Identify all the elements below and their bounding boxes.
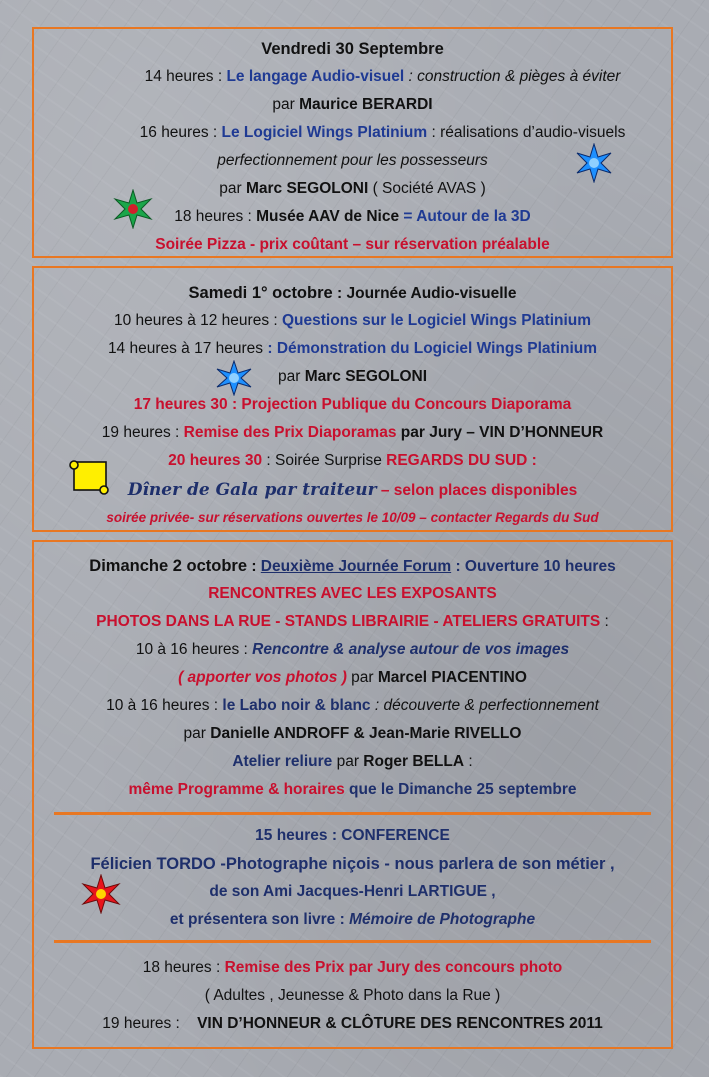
sunday-section [32,540,673,1049]
saturday-title: Samedi 1° octobre : Journée Audio-visuelle [188,284,517,302]
conference-line-2: de son Ami Jacques-Henri LARTIGUE , [209,883,496,900]
sunday-line-6: par Danielle ANDROFF & Jean-Marie RIVELLO [183,725,522,742]
saturday-line-6: 20 heures 30 : Soirée Surprise REGARDS DU SUD : [168,452,537,469]
section-divider [54,940,651,943]
sunday-line-1: RENCONTRES AVEC LES EXPOSANTS [208,585,497,602]
blue-star-icon [574,143,614,183]
sunday-line-4: ( apporter vos photos ) par Marcel PIACENTINO [178,669,527,686]
friday-line-7: Soirée Pizza - prix coûtant – sur réservation préalable [155,236,550,253]
sunday-line-3: 10 à 16 heures : Rencontre & analyse autour de vos images [135,641,570,658]
friday-section [32,27,673,258]
closing-line-1: 18 heures : Remise des Prix par Jury des concours photo [142,959,563,976]
conference-title: 15 heures : CONFERENCE [255,827,450,844]
closing-line-3: 19 heures : VIN D’HONNEUR & CLÔTURE DES RENCONTRES 2011 [102,1015,603,1032]
sunday-line-5: 10 à 16 heures : le Labo noir & blanc : découverte & perfectionnement [106,697,599,714]
friday-title: Vendredi 30 Septembre [261,40,444,58]
sunday-line-8: même Programme & horaires que le Dimanche 25 septembre [128,781,577,798]
sunday-line-2: PHOTOS DANS LA RUE - STANDS LIBRAIRIE - ATELIERS GRATUITS : [96,613,609,630]
scroll-icon [68,458,110,496]
friday-line-5: par Marc SEGOLONI ( Société AVAS ) [219,180,486,197]
friday-line-6: 18 heures : Musée AAV de Nice = Autour de la 3D [174,208,531,225]
friday-line-2: par Maurice BERARDI [272,96,433,113]
sunday-line-7: Atelier reliure par Roger BELLA : [232,753,473,770]
saturday-line-8: soirée privée- sur réservations ouvertes le 10/09 – contacter Regards du Sud [106,510,599,525]
saturday-line-7: Dîner de Gala par traiteur – selon places disponibles [127,480,578,500]
sunday-title: Dimanche 2 octobre : Deuxième Journée Forum : Ouverture 10 heures [89,557,616,575]
saturday-line-4: 17 heures 30 : Projection Publique du Concours Diaporama [133,396,572,413]
saturday-line-5: 19 heures : Remise des Prix Diaporamas par Jury – VIN D’HONNEUR [101,424,604,441]
conference-line-1: Félicien TORDO -Photographe niçois - nous parlera de son métier , [90,855,615,873]
red-star-icon [80,874,122,914]
friday-line-1: 14 heures : Le langage Audio-visuel : construction & pièges à éviter [144,68,621,85]
section-divider [54,812,651,815]
green-star-icon [112,189,154,229]
friday-line-3: 16 heures : Le Logiciel Wings Platinium : réalisations d’audio-visuels [139,124,626,141]
saturday-line-1: 10 heures à 12 heures : Questions sur le Logiciel Wings Platinium [113,312,592,329]
saturday-section [32,266,673,532]
closing-line-2: ( Adultes , Jeunesse & Photo dans la Rue ) [204,987,501,1004]
saturday-line-3: par Marc SEGOLONI [277,368,428,385]
blue-star-icon [214,360,254,396]
conference-line-3: et présentera son livre : Mémoire de Photographe [169,911,536,928]
friday-line-4: perfectionnement pour les possesseurs [217,152,488,169]
saturday-line-2: 14 heures à 17 heures : Démonstration du Logiciel Wings Platinium [107,340,598,357]
